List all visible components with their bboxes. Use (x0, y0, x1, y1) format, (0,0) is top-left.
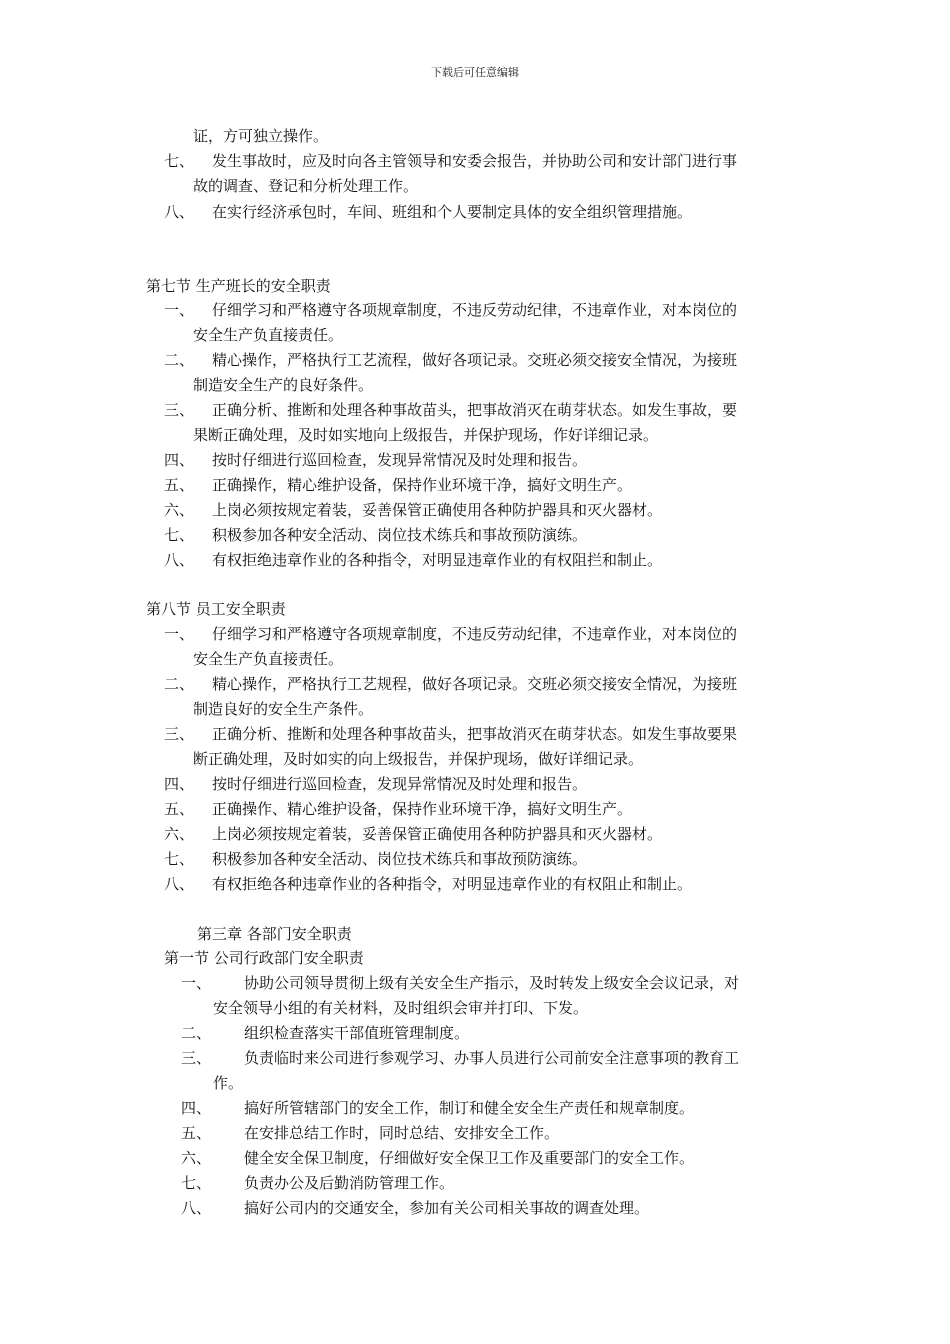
item-text: 发生事故时，应及时向各主管领导和安委会报告，并协助公司和安计部门进行事 (212, 152, 738, 170)
item-number: 六、 (164, 501, 195, 519)
item-text: 仔细学习和严格遵守各项规章制度，不违反劳动纪律，不违章作业，对本岗位的 (212, 625, 738, 643)
item-number: 七、 (181, 1174, 212, 1192)
item-text: 上岗必须按规定着装，妥善保管正确使用各种防护器具和灭火器材。 (212, 501, 663, 519)
item-text: 安全生产负直接责任。 (193, 650, 344, 668)
item-number: 八、 (164, 203, 195, 221)
item-text: 安全领导小组的有关材料，及时组织会审并打印、下发。 (213, 999, 589, 1017)
item-number: 三、 (164, 725, 195, 743)
item-text: 负责办公及后勤消防管理工作。 (244, 1174, 455, 1192)
item-text: 制造良好的安全生产条件。 (193, 700, 374, 718)
item-number: 一、 (164, 301, 195, 319)
item-number: 八、 (164, 551, 195, 569)
section-heading: 第七节 生产班长的安全职责 (146, 277, 331, 295)
continuation-line: 证，方可独立操作。 (193, 127, 329, 145)
item-text: 有权拒绝各种违章作业的各种指令，对明显违章作业的有权阻止和制止。 (212, 875, 693, 893)
item-text: 按时仔细进行巡回检查，发现异常情况及时处理和报告。 (212, 451, 588, 469)
item-text: 组织检查落实干部值班管理制度。 (244, 1024, 470, 1042)
item-number: 四、 (164, 775, 195, 793)
item-number: 六、 (181, 1149, 212, 1167)
item-text: 精心操作，严格执行工艺规程，做好各项记录。交班必须交接安全情况，为接班 (212, 675, 738, 693)
item-number: 六、 (164, 825, 195, 843)
item-text: 协助公司领导贯彻上级有关安全生产指示，及时转发上级安全会议记录，对 (244, 974, 740, 992)
item-text: 故的调查、登记和分析处理工作。 (193, 177, 419, 195)
item-number: 八、 (164, 875, 195, 893)
item-text: 精心操作，严格执行工艺流程，做好各项记录。交班必须交接安全情况，为接班 (212, 351, 738, 369)
section-heading: 第八节 员工安全职责 (146, 600, 286, 618)
page-header: 下载后可任意编辑 (431, 66, 519, 79)
item-text: 搞好所管辖部门的安全工作，制订和健全安全生产责任和规章制度。 (244, 1099, 695, 1117)
item-text: 积极参加各种安全活动、岗位技术练兵和事故预防演练。 (212, 526, 588, 544)
item-text: 断正确处理，及时如实的向上级报告，并保护现场，做好详细记录。 (193, 750, 644, 768)
item-number: 七、 (164, 526, 195, 544)
item-number: 五、 (164, 476, 195, 494)
item-text: 安全生产负直接责任。 (193, 326, 344, 344)
item-text: 按时仔细进行巡回检查，发现异常情况及时处理和报告。 (212, 775, 588, 793)
section-heading: 第一节 公司行政部门安全职责 (164, 949, 364, 967)
item-number: 五、 (181, 1124, 212, 1142)
item-text: 有权拒绝违章作业的各种指令，对明显违章作业的有权阻拦和制止。 (212, 551, 663, 569)
item-text: 制造安全生产的良好条件。 (193, 376, 374, 394)
item-number: 二、 (164, 675, 195, 693)
item-text: 在实行经济承包时，车间、班组和个人要制定具体的安全组织管理措施。 (212, 203, 693, 221)
item-number: 四、 (181, 1099, 212, 1117)
item-text: 搞好公司内的交通安全，参加有关公司相关事故的调查处理。 (244, 1199, 650, 1217)
item-number: 二、 (164, 351, 195, 369)
item-number: 四、 (164, 451, 195, 469)
item-number: 七、 (164, 850, 195, 868)
item-number: 五、 (164, 800, 195, 818)
item-text: 正确分析、推断和处理各种事故苗头，把事故消灭在萌芽状态。如发生事故，要 (212, 401, 738, 419)
item-text: 仔细学习和严格遵守各项规章制度，不违反劳动纪律，不违章作业，对本岗位的 (212, 301, 738, 319)
item-number: 三、 (164, 401, 195, 419)
item-number: 一、 (164, 625, 195, 643)
item-text: 在安排总结工作时，同时总结、安排安全工作。 (244, 1124, 560, 1142)
item-text: 上岗必须按规定着装，妥善保管正确使用各种防护器具和灭火器材。 (212, 825, 663, 843)
item-number: 三、 (181, 1049, 212, 1067)
item-text: 作。 (213, 1074, 244, 1092)
item-text: 正确操作，精心维护设备，保持作业环境干净，搞好文明生产。 (212, 476, 633, 494)
item-text: 积极参加各种安全活动、岗位技术练兵和事故预防演练。 (212, 850, 588, 868)
item-number: 七、 (164, 152, 195, 170)
item-number: 一、 (181, 974, 212, 992)
item-text: 负责临时来公司进行参观学习、办事人员进行公司前安全注意事项的教育工 (244, 1049, 740, 1067)
chapter-heading: 第三章 各部门安全职责 (197, 925, 352, 943)
item-text: 正确分析、推断和处理各种事故苗头，把事故消灭在萌芽状态。如发生事故要果 (212, 725, 738, 743)
item-number: 二、 (181, 1024, 212, 1042)
item-number: 八、 (181, 1199, 212, 1217)
item-text: 正确操作、精心维护设备，保持作业环境干净，搞好文明生产。 (212, 800, 633, 818)
item-text: 果断正确处理，及时如实地向上级报告，并保护现场，作好详细记录。 (193, 426, 659, 444)
item-text: 健全安全保卫制度，仔细做好安全保卫工作及重要部门的安全工作。 (244, 1149, 695, 1167)
